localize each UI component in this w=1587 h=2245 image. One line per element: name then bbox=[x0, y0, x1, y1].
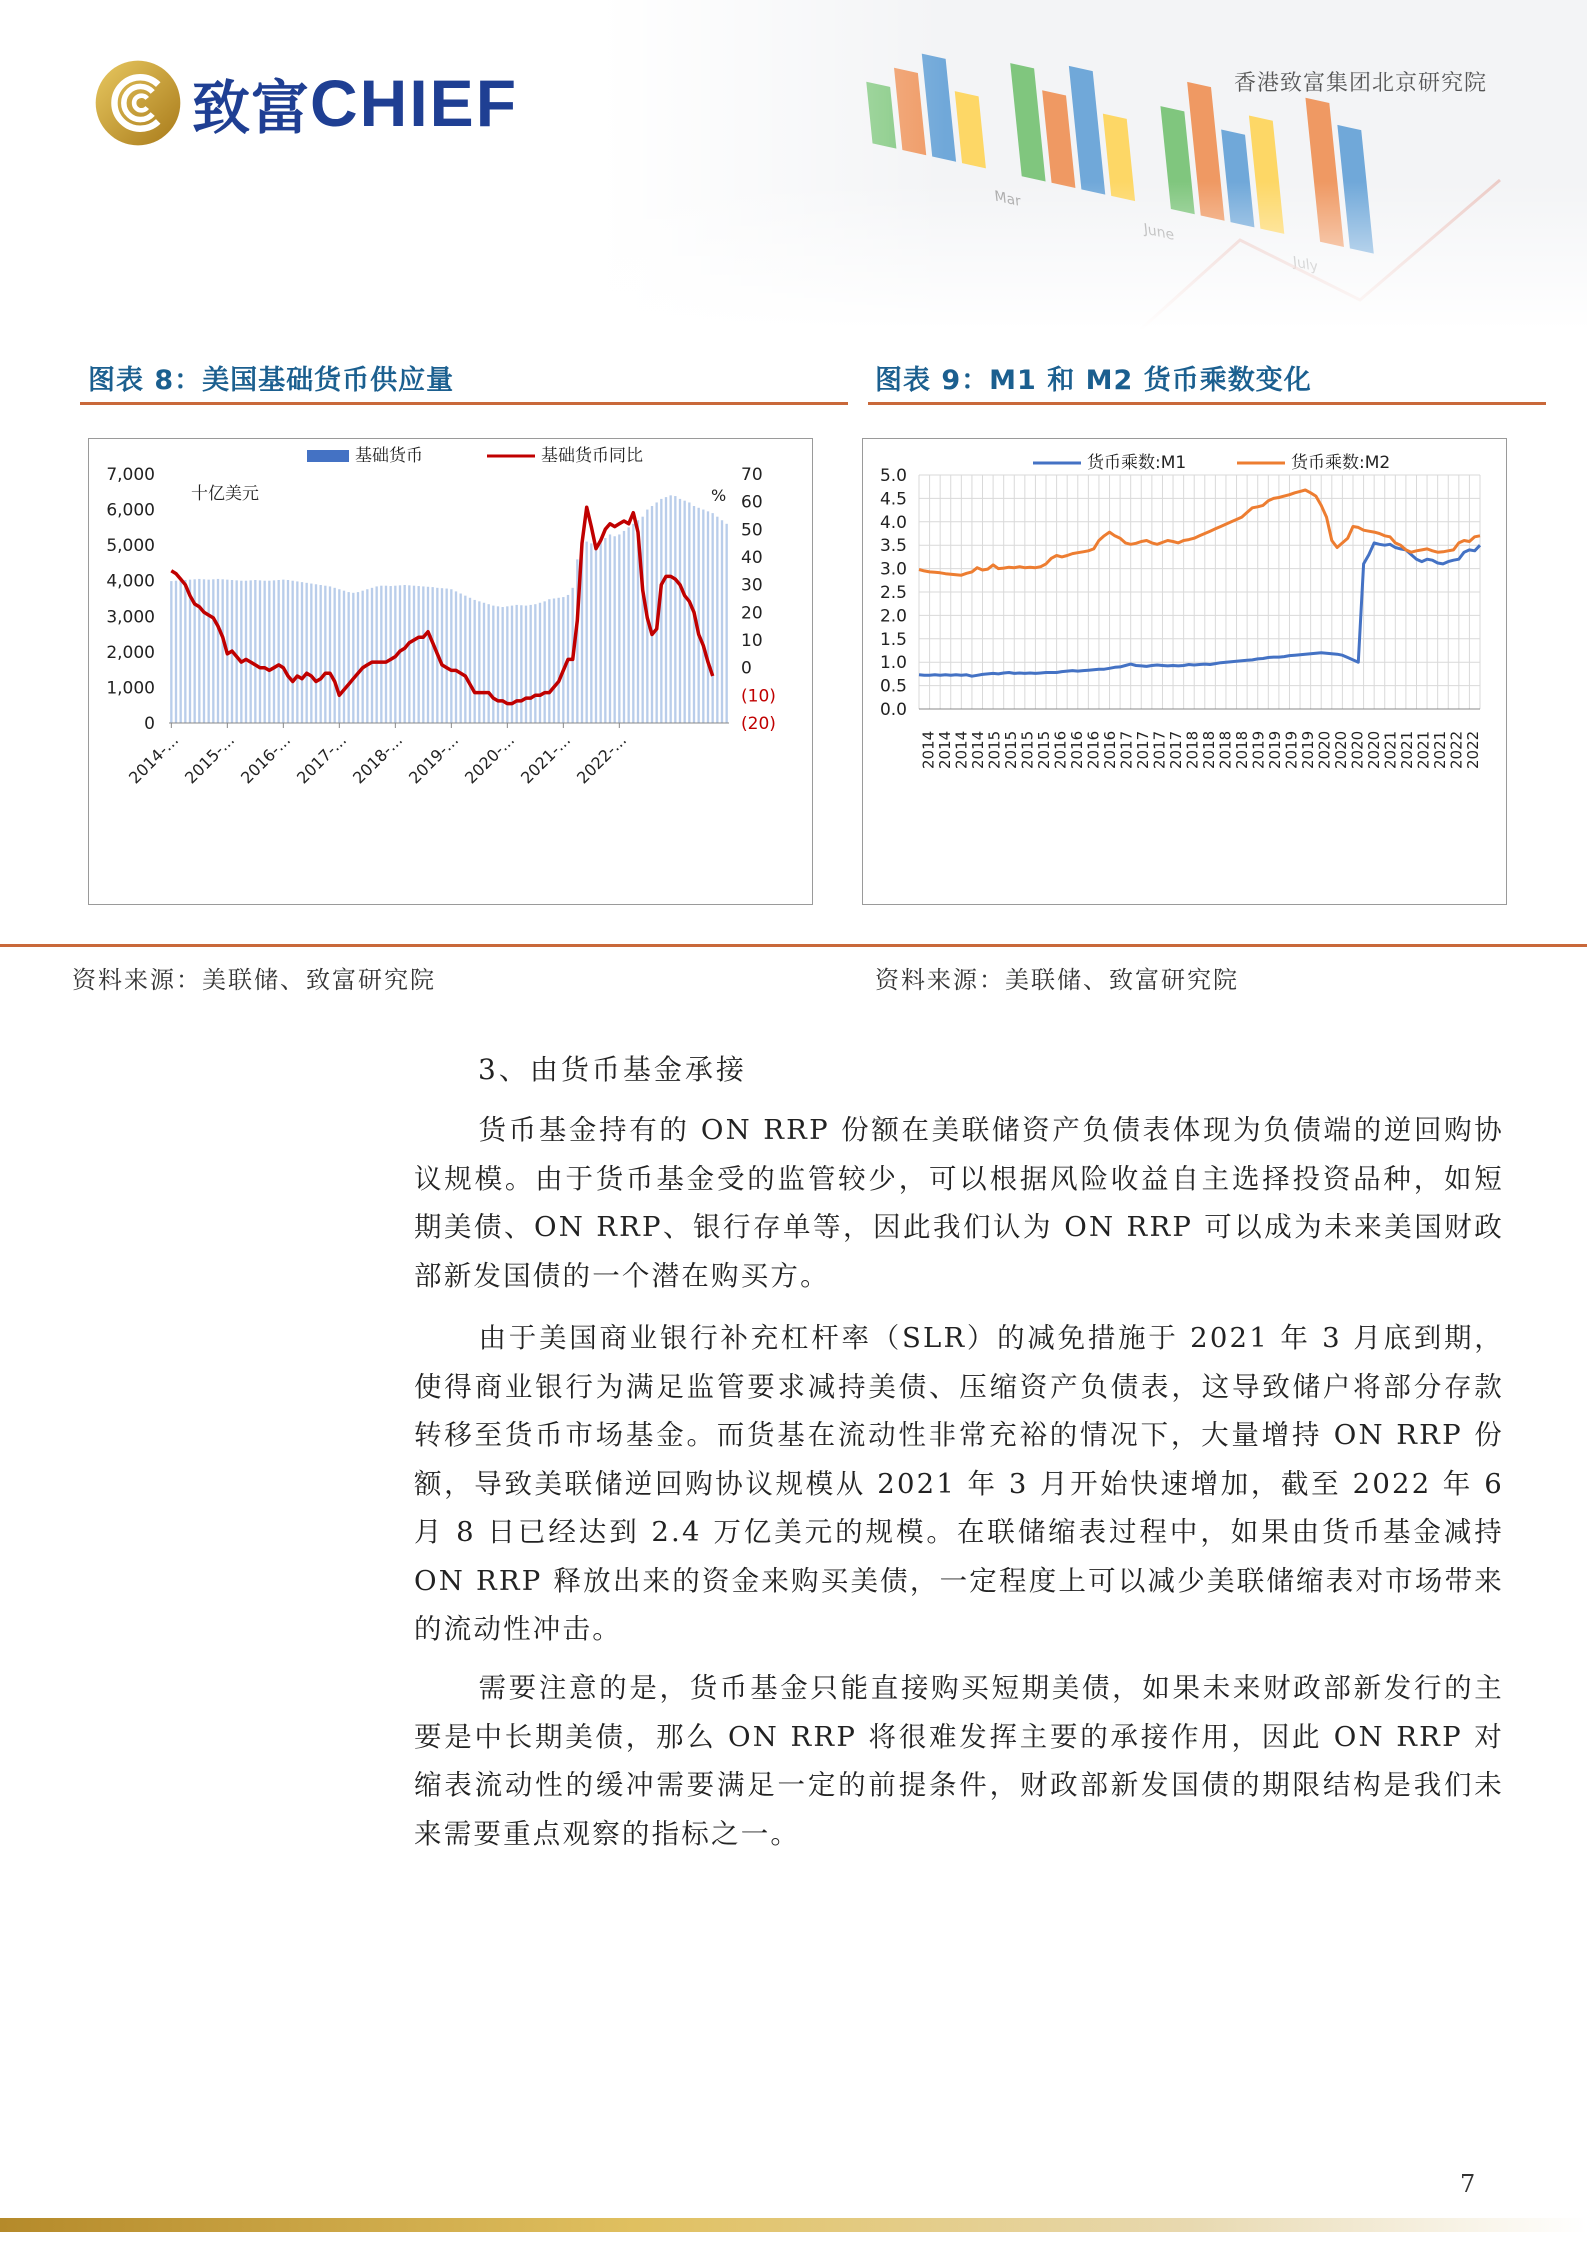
bar-monetary-base bbox=[301, 582, 303, 723]
organization-name: 香港致富集团北京研究院 bbox=[1233, 71, 1487, 96]
bar-monetary-base bbox=[660, 499, 662, 723]
legend-label-m2: 货币乘数:M2 bbox=[1291, 453, 1391, 473]
right-axis-unit: % bbox=[711, 486, 727, 505]
y-tick-label: 5.0 bbox=[879, 466, 907, 486]
x-tick-label: 2017 bbox=[1166, 730, 1185, 769]
x-tick-label: 2018 bbox=[1216, 730, 1235, 769]
bar-monetary-base bbox=[464, 596, 466, 723]
bar-monetary-base bbox=[217, 579, 219, 723]
y-tick-label: 3.5 bbox=[879, 536, 907, 557]
body-paragraph-2 bbox=[414, 1314, 1504, 1654]
body-paragraph-3 bbox=[414, 1664, 1504, 1858]
x-tick-label: 2020-... bbox=[461, 730, 519, 788]
y-left-tick-label: 7,000 bbox=[106, 465, 155, 485]
bar-monetary-base bbox=[268, 581, 270, 723]
x-tick-label: 2015-... bbox=[181, 730, 239, 788]
x-tick-label: 2014-... bbox=[125, 730, 183, 788]
y-tick-label: 2.5 bbox=[879, 583, 907, 603]
bar-monetary-base bbox=[600, 542, 602, 723]
y-tick-label: 0.0 bbox=[879, 700, 907, 720]
figure-9-title-rule bbox=[868, 402, 1546, 405]
bar-monetary-base bbox=[404, 585, 406, 723]
bar-monetary-base bbox=[432, 587, 434, 723]
figure-9-chart bbox=[862, 438, 1507, 905]
bar-monetary-base bbox=[590, 543, 592, 723]
bar-monetary-base bbox=[651, 506, 653, 723]
x-tick-label: 2018-... bbox=[349, 730, 407, 788]
bar-monetary-base bbox=[614, 536, 616, 723]
bar-monetary-base bbox=[310, 584, 312, 723]
bar-monetary-base bbox=[236, 580, 238, 723]
x-tick-label: 2019 bbox=[1298, 730, 1317, 769]
bar-monetary-base bbox=[511, 606, 513, 723]
y-tick-label: 4.5 bbox=[879, 489, 907, 510]
y-tick-label: 3.0 bbox=[879, 559, 907, 580]
bar-monetary-base bbox=[343, 591, 345, 723]
bar-monetary-base bbox=[609, 534, 611, 723]
x-tick-label: 2019-... bbox=[405, 730, 463, 788]
body-paragraph-1 bbox=[414, 1106, 1504, 1300]
bar-monetary-base bbox=[539, 603, 541, 723]
bar-monetary-base bbox=[446, 589, 448, 723]
bar-monetary-base bbox=[250, 580, 252, 723]
bar-monetary-base bbox=[254, 580, 256, 723]
bar-monetary-base bbox=[530, 605, 532, 723]
figure-8-chart bbox=[88, 438, 813, 905]
bar-monetary-base bbox=[408, 585, 410, 723]
x-tick-label: 2018 bbox=[1199, 730, 1218, 769]
y-left-tick-label: 6,000 bbox=[106, 500, 155, 521]
x-tick-label: 2018 bbox=[1232, 730, 1251, 769]
y-right-tick-label: 50 bbox=[741, 520, 763, 541]
figure-8-title: 图表 8：美国基础货币供应量 bbox=[88, 365, 455, 396]
y-right-tick-label: (10) bbox=[741, 686, 776, 707]
legend-swatch-monetary-base bbox=[307, 450, 349, 462]
y-right-tick-label: 40 bbox=[741, 548, 763, 568]
bar-monetary-base bbox=[418, 586, 420, 723]
y-right-tick-label: (20) bbox=[741, 714, 776, 734]
x-tick-label: 2016 bbox=[1100, 730, 1119, 769]
body-paragraph-2-text: 由于美国商业银行补充杠杆率（SLR）的减免措施于 2021 年 3 月底到期，使得商业银行为满足监管要求减持美债、压缩资产负债表，这导致储户将部分存款转移至货币市场基金。而货基在流动性非常充裕的情况下，大量增持 ON RRP 份额，导致美联储逆回购协议规模从 2021 年 3 月开始快速增加，截至 2022 年 6 月 8 日已经达到 2.4 万亿美元的规模。在联储缩表过程中，如果由货币基金减持 ON RRP 释放出来的资金来购买美债，一定程度上可以减少美联储缩表对市场带来的流动性冲击。 bbox=[414, 1322, 1504, 1645]
company-logo bbox=[92, 58, 518, 148]
y-tick-label: 2.0 bbox=[879, 606, 907, 627]
bar-monetary-base bbox=[306, 583, 308, 723]
x-tick-label: 2017 bbox=[1133, 730, 1152, 769]
bar-monetary-base bbox=[670, 495, 672, 723]
bar-monetary-base bbox=[413, 586, 415, 723]
y-right-tick-label: 30 bbox=[741, 575, 763, 596]
bar-monetary-base bbox=[721, 520, 723, 723]
bar-monetary-base bbox=[245, 581, 247, 723]
x-tick-label: 2014 bbox=[935, 730, 954, 769]
y-right-tick-label: 70 bbox=[741, 465, 763, 485]
y-right-tick-label: 10 bbox=[741, 631, 763, 651]
bar-monetary-base bbox=[198, 579, 200, 723]
bar-monetary-base bbox=[707, 511, 709, 723]
bar-monetary-base bbox=[534, 604, 536, 723]
x-tick-label: 2021-... bbox=[517, 730, 575, 788]
source-rule bbox=[0, 944, 1587, 947]
bar-monetary-base bbox=[315, 584, 317, 723]
bar-monetary-base bbox=[586, 542, 588, 723]
bar-monetary-base bbox=[222, 579, 224, 723]
x-tick-label: 2017 bbox=[1150, 730, 1169, 769]
bar-monetary-base bbox=[488, 604, 490, 723]
bar-monetary-base bbox=[292, 581, 294, 723]
monetary-base-chart bbox=[89, 439, 814, 906]
bar-monetary-base bbox=[264, 581, 266, 723]
y-left-tick-label: 5,000 bbox=[106, 536, 155, 557]
bar-monetary-base bbox=[366, 589, 368, 723]
bar-monetary-base bbox=[604, 538, 606, 723]
x-tick-label: 2014 bbox=[919, 730, 938, 769]
bar-monetary-base bbox=[189, 580, 191, 723]
bar-monetary-base bbox=[474, 600, 476, 723]
bar-monetary-base bbox=[492, 606, 494, 723]
y-left-tick-label: 3,000 bbox=[106, 607, 155, 628]
y-right-tick-label: 60 bbox=[741, 492, 763, 513]
y-left-tick-label: 4,000 bbox=[106, 571, 155, 592]
x-tick-label: 2015 bbox=[1001, 730, 1020, 769]
y-left-tick-label: 2,000 bbox=[106, 642, 155, 663]
bar-monetary-base bbox=[390, 586, 392, 723]
logo-mark-icon bbox=[92, 57, 184, 149]
bar-monetary-base bbox=[203, 579, 205, 723]
logo-text-cn: 致富 bbox=[192, 74, 311, 142]
x-tick-label: 2022 bbox=[1463, 730, 1482, 769]
bar-monetary-base bbox=[684, 501, 686, 723]
y-tick-label: 1.5 bbox=[879, 629, 907, 650]
left-axis-unit: 十亿美元 bbox=[191, 484, 259, 504]
bar-monetary-base bbox=[357, 592, 359, 723]
x-tick-label: 2016-... bbox=[237, 730, 295, 788]
bar-monetary-base bbox=[478, 601, 480, 723]
x-tick-label: 2016 bbox=[1067, 730, 1086, 769]
x-tick-label: 2017-... bbox=[293, 730, 351, 788]
bar-monetary-base bbox=[712, 513, 714, 723]
bar-monetary-base bbox=[688, 502, 690, 723]
bar-monetary-base bbox=[506, 606, 508, 723]
bar-monetary-base bbox=[208, 580, 210, 723]
y-right-tick-label: 0 bbox=[741, 658, 752, 679]
y-tick-label: 1.0 bbox=[879, 653, 907, 674]
bar-monetary-base bbox=[450, 589, 452, 723]
bar-monetary-base bbox=[525, 606, 527, 723]
bar-monetary-base bbox=[520, 605, 522, 723]
figure-9-source: 资料来源：美联储、致富研究院 bbox=[875, 966, 1239, 994]
legend-label-monetary-base: 基础货币 bbox=[355, 446, 423, 466]
y-left-tick-label: 0 bbox=[144, 714, 155, 734]
x-tick-label: 2021 bbox=[1381, 730, 1400, 769]
bar-monetary-base bbox=[212, 579, 214, 723]
x-tick-label: 2016 bbox=[1051, 730, 1070, 769]
bar-monetary-base bbox=[726, 524, 728, 723]
bar-monetary-base bbox=[516, 605, 518, 723]
x-tick-label: 2014 bbox=[968, 730, 987, 769]
bar-monetary-base bbox=[348, 592, 350, 723]
x-tick-label: 2021 bbox=[1430, 730, 1449, 769]
x-tick-label: 2014 bbox=[952, 730, 971, 769]
bar-monetary-base bbox=[623, 531, 625, 723]
bar-monetary-base bbox=[282, 580, 284, 723]
bar-monetary-base bbox=[460, 594, 462, 723]
figure-9-title: 图表 9：M1 和 M2 货币乘数变化 bbox=[875, 365, 1312, 396]
x-tick-label: 2019 bbox=[1249, 730, 1268, 769]
x-tick-label: 2019 bbox=[1265, 730, 1284, 769]
y-tick-label: 0.5 bbox=[879, 676, 907, 697]
bar-monetary-base bbox=[320, 585, 322, 723]
bar-monetary-base bbox=[380, 586, 382, 723]
x-tick-label: 2015 bbox=[985, 730, 1004, 769]
bar-monetary-base bbox=[352, 593, 354, 723]
bar-monetary-base bbox=[180, 580, 182, 723]
bar-monetary-base bbox=[259, 580, 261, 723]
x-tick-label: 2020 bbox=[1364, 730, 1383, 769]
x-tick-label: 2018 bbox=[1183, 730, 1202, 769]
bar-monetary-base bbox=[334, 588, 336, 723]
bar-monetary-base bbox=[553, 599, 555, 724]
bar-monetary-base bbox=[329, 586, 331, 723]
x-tick-label: 2022-... bbox=[573, 730, 631, 788]
x-tick-label: 2022 bbox=[1447, 730, 1466, 769]
bar-monetary-base bbox=[385, 586, 387, 723]
bar-monetary-base bbox=[632, 524, 634, 723]
bar-monetary-base bbox=[441, 588, 443, 723]
line-m1-multiplier bbox=[919, 543, 1480, 676]
bar-monetary-base bbox=[184, 580, 186, 723]
x-tick-label: 2017 bbox=[1117, 730, 1136, 769]
bar-monetary-base bbox=[422, 586, 424, 723]
x-tick-label: 2020 bbox=[1331, 730, 1350, 769]
bar-monetary-base bbox=[376, 586, 378, 723]
bar-monetary-base bbox=[483, 603, 485, 723]
y-right-tick-label: 20 bbox=[741, 603, 763, 624]
header-decoration bbox=[600, 0, 1587, 330]
bar-monetary-base bbox=[362, 591, 364, 723]
body-paragraph-3-text: 需要注意的是，货币基金只能直接购买短期美债，如果未来财政部新发行的主要是中长期美债，那么 ON RRP 将很难发挥主要的承接作用，因此 ON RRP 对缩表流动性的缓冲需要满足一定的前提条件，财政部新发国债的期限结构是我们未来需要重点观察的指标之一。 bbox=[414, 1672, 1504, 1850]
bar-monetary-base bbox=[665, 497, 667, 723]
bar-monetary-base bbox=[679, 499, 681, 723]
bar-monetary-base bbox=[698, 508, 700, 723]
x-tick-label: 2020 bbox=[1348, 730, 1367, 769]
bar-monetary-base bbox=[273, 580, 275, 723]
x-tick-label: 2019 bbox=[1282, 730, 1301, 769]
bar-monetary-base bbox=[175, 581, 177, 723]
figure-8-title-rule bbox=[80, 402, 848, 405]
y-tick-label: 4.0 bbox=[879, 512, 907, 533]
x-tick-label: 2021 bbox=[1397, 730, 1416, 769]
bar-monetary-base bbox=[702, 510, 704, 723]
figure-8-source: 资料来源：美联储、致富研究院 bbox=[72, 966, 436, 994]
logo-text-en: CHIEF bbox=[310, 66, 519, 140]
bar-monetary-base bbox=[628, 527, 630, 723]
line-m2-multiplier bbox=[919, 490, 1480, 575]
bar-monetary-base bbox=[642, 517, 644, 723]
body-paragraph-1-text: 货币基金持有的 ON RRP 份额在美联储资产负债表体现为负债端的逆回购协议规模。由于货币基金受的监管较少，可以根据风险收益自主选择投资品种，如短期美债、ON RRP、银行存单等，因此我们认为 ON RRP 可以成为未来美国财政部新发国债的一个潜在购买方。 bbox=[414, 1114, 1504, 1292]
bar-monetary-base bbox=[497, 606, 499, 723]
page-number: 7 bbox=[1460, 2170, 1476, 2198]
y-left-tick-label: 1,000 bbox=[106, 678, 155, 699]
bar-monetary-base bbox=[544, 601, 546, 723]
x-tick-label: 2016 bbox=[1084, 730, 1103, 769]
bar-monetary-base bbox=[455, 591, 457, 723]
bar-monetary-base bbox=[338, 589, 340, 723]
bar-monetary-base bbox=[296, 581, 298, 723]
bar-monetary-base bbox=[469, 598, 471, 723]
bar-monetary-base bbox=[558, 598, 560, 723]
bar-monetary-base bbox=[170, 581, 172, 723]
bar-monetary-base bbox=[502, 607, 504, 723]
bar-monetary-base bbox=[240, 581, 242, 723]
bar-monetary-base bbox=[287, 580, 289, 723]
bar-monetary-base bbox=[324, 586, 326, 723]
x-tick-label: 2015 bbox=[1018, 730, 1037, 769]
section-heading: 3、由货币基金承接 bbox=[478, 1053, 747, 1086]
money-multiplier-chart bbox=[863, 439, 1508, 906]
footer-bar bbox=[0, 2218, 1587, 2232]
x-tick-label: 2020 bbox=[1315, 730, 1334, 769]
legend-label-monetary-base-yoy: 基础货币同比 bbox=[541, 446, 643, 466]
bar-monetary-base bbox=[618, 534, 620, 723]
x-tick-label: 2021 bbox=[1414, 730, 1433, 769]
bar-monetary-base bbox=[562, 597, 564, 723]
bar-monetary-base bbox=[716, 517, 718, 723]
bar-monetary-base bbox=[674, 496, 676, 723]
x-tick-label: 2015 bbox=[1034, 730, 1053, 769]
legend-label-m1: 货币乘数:M1 bbox=[1087, 453, 1187, 473]
bar-monetary-base bbox=[595, 545, 597, 723]
bar-monetary-base bbox=[548, 599, 550, 723]
bar-monetary-base bbox=[427, 587, 429, 723]
bar-monetary-base bbox=[278, 580, 280, 723]
bar-monetary-base bbox=[371, 588, 373, 723]
